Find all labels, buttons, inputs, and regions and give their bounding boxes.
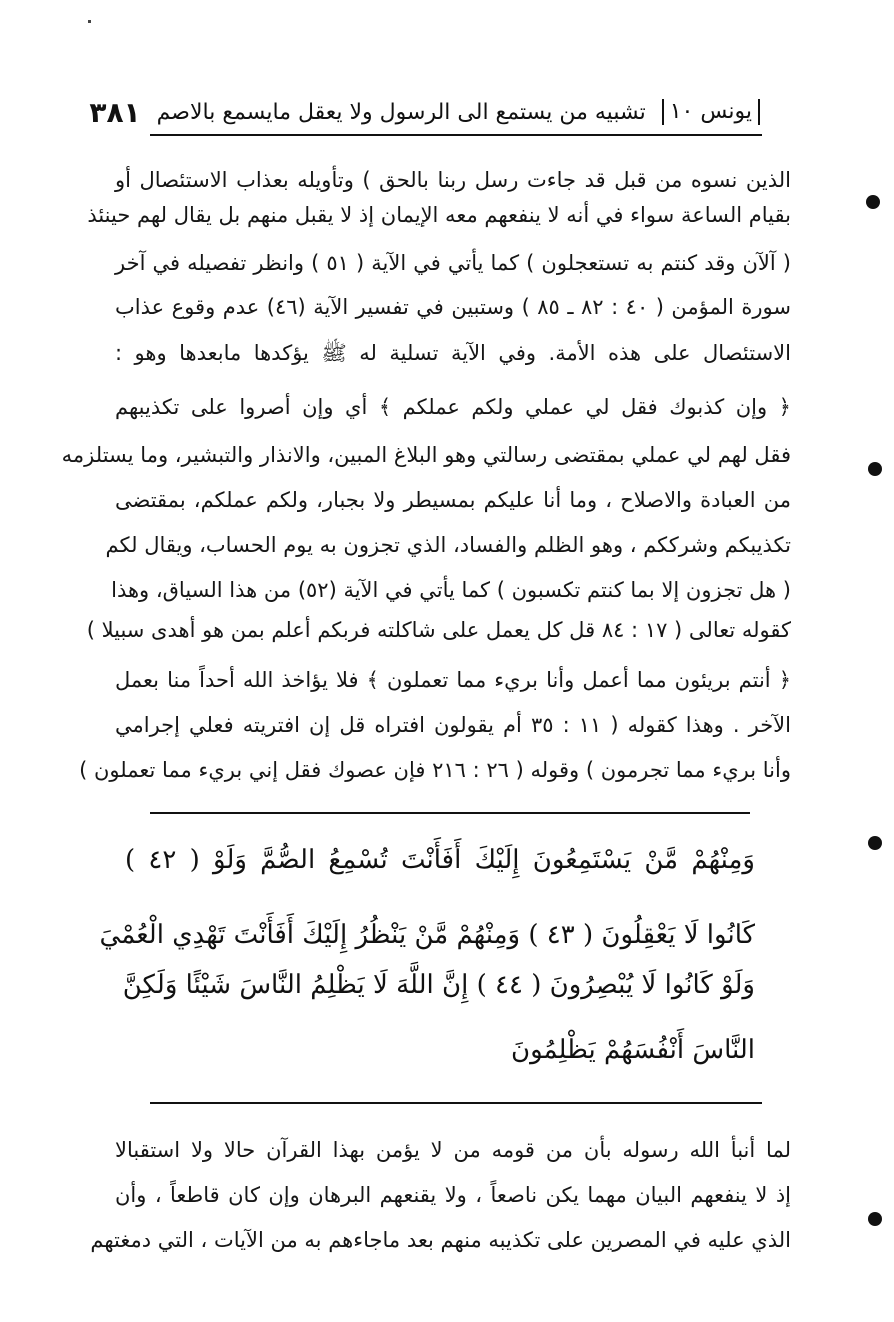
commentary-line: بقيام الساعة سواء في أنه لا ينفعهم معه الإيمان إذ لا يقبل منهم بل يقال لهم حينئذ [87, 203, 791, 227]
commentary-line: كقوله تعالى ( ١٧ : ٨٤ قل كل يعمل على شاكلته فربكم أعلم بمن هو أهدى سبيلا ) [86, 618, 791, 642]
commentary-line: الذين نسوه من قبل قد جاءت رسل ربنا بالحق ) وتأويله بعذاب الاستئصال أو [115, 168, 791, 192]
quran-verse-line: وَلَوْ كَانُوا لَا يُبْصِرُونَ ( ٤٤ ) إِنَّ اللَّهَ لَا يَظْلِمُ النَّاسَ شَيْئًا وَلَكِنَّ [122, 970, 755, 1000]
quran-verse-line: وَمِنْهُمْ مَّنْ يَسْتَمِعُونَ إِلَيْكَ أَفَأَنْتَ تُسْمِعُ الصُّمَّ وَلَوْ ( ٤٢ ) [125, 845, 755, 875]
commentary-line: ﴿ وإن كذبوك فقل لي عملي ولكم عملكم ﴾ أي وإن أصروا على تكذيبهم [115, 395, 791, 419]
binding-hole-mark [868, 462, 882, 476]
page-number: ٣٨١ [89, 95, 141, 129]
quran-verse-line: النَّاسَ أَنْفُسَهُمْ يَظْلِمُونَ [510, 1035, 755, 1065]
header-title: تشبيه من يستمع الى الرسول ولا يعقل مايسمع بالاصم [156, 99, 646, 125]
commentary-line: سورة المؤمن ( ٤٠ : ٨٢ ـ ٨٥ ) وستبين في تفسير الآية (٤٦) عدم وقوع عذاب [115, 295, 791, 319]
commentary-line: تكذيبكم وشرككم ، وهو الظلم والفساد، الذي تجزون به يوم الحساب، ويقال لكم [105, 533, 791, 557]
surah-reference: يونس ١٠ [662, 99, 760, 125]
commentary-line: فقل لهم لي عملي بمقتضى رسالتي وهو البلاغ المبين، والانذار والتبشير، وما يستلزمه [61, 443, 791, 467]
binding-hole-mark [866, 195, 880, 209]
commentary-line: إذ لا ينفعهم البيان مهما يكن ناصعاً ، ولا يقنعهم البرهان وإن كان قاطعاً ، وأن [115, 1183, 791, 1207]
section-rule [150, 812, 750, 814]
commentary-line: الذي عليه في المصرين على تكذيبه منهم بعد ماجاءهم به من الآيات ، التي دمغتهم [90, 1228, 791, 1252]
commentary-line: وأنا بريء مما تجرمون ) وقوله ( ٢٦ : ٢١٦ فإن عصوك فقل إني بريء مما تعملون ) [79, 758, 791, 782]
commentary-line: ﴿ أنتم بريئون مما أعمل وأنا بريء مما تعملون ﴾ فلا يؤاخذ الله أحداً منا بعمل [115, 668, 791, 692]
header-rule [150, 134, 762, 136]
commentary-line: لما أنبأ الله رسوله بأن من قومه من لا يؤمن بهذا القرآن حالا ولا استقبالا [115, 1138, 791, 1162]
commentary-line: من العبادة والاصلاح ، وما أنا عليكم بمسيطر ولا بجبار، ولكم عملكم، بمقتضى [115, 488, 791, 512]
quran-verse-line: كَانُوا لَا يَعْقِلُونَ ( ٤٣ ) وَمِنْهُمْ مَّنْ يَنْظُرُ إِلَيْكَ أَفَأَنْتَ تَهْدِي الْعُمْيَ [99, 920, 755, 950]
commentary-line: ( آلآن وقد كنتم به تستعجلون ) كما يأتي في الآية ( ٥١ ) وانظر تفصيله في آخر [115, 251, 792, 275]
commentary-line: ( هل تجزون إلا بما كنتم تكسبون ) كما يأتي في الآية (٥٢) من هذا السياق، وهذا [111, 578, 791, 602]
running-header [89, 92, 760, 132]
footnote-rule [150, 1102, 762, 1104]
binding-hole-mark [868, 1212, 882, 1226]
scan-speck [88, 20, 91, 23]
commentary-line: الآخر . وهذا كقوله ( ١١ : ٣٥ أم يقولون افتراه قل إن افتريته فعلي إجرامي [115, 713, 791, 737]
binding-hole-mark [868, 836, 882, 850]
commentary-line: الاستئصال على هذه الأمة. وفي الآية تسلية له ﷺ يؤكدها مابعدها وهو : [115, 341, 791, 365]
